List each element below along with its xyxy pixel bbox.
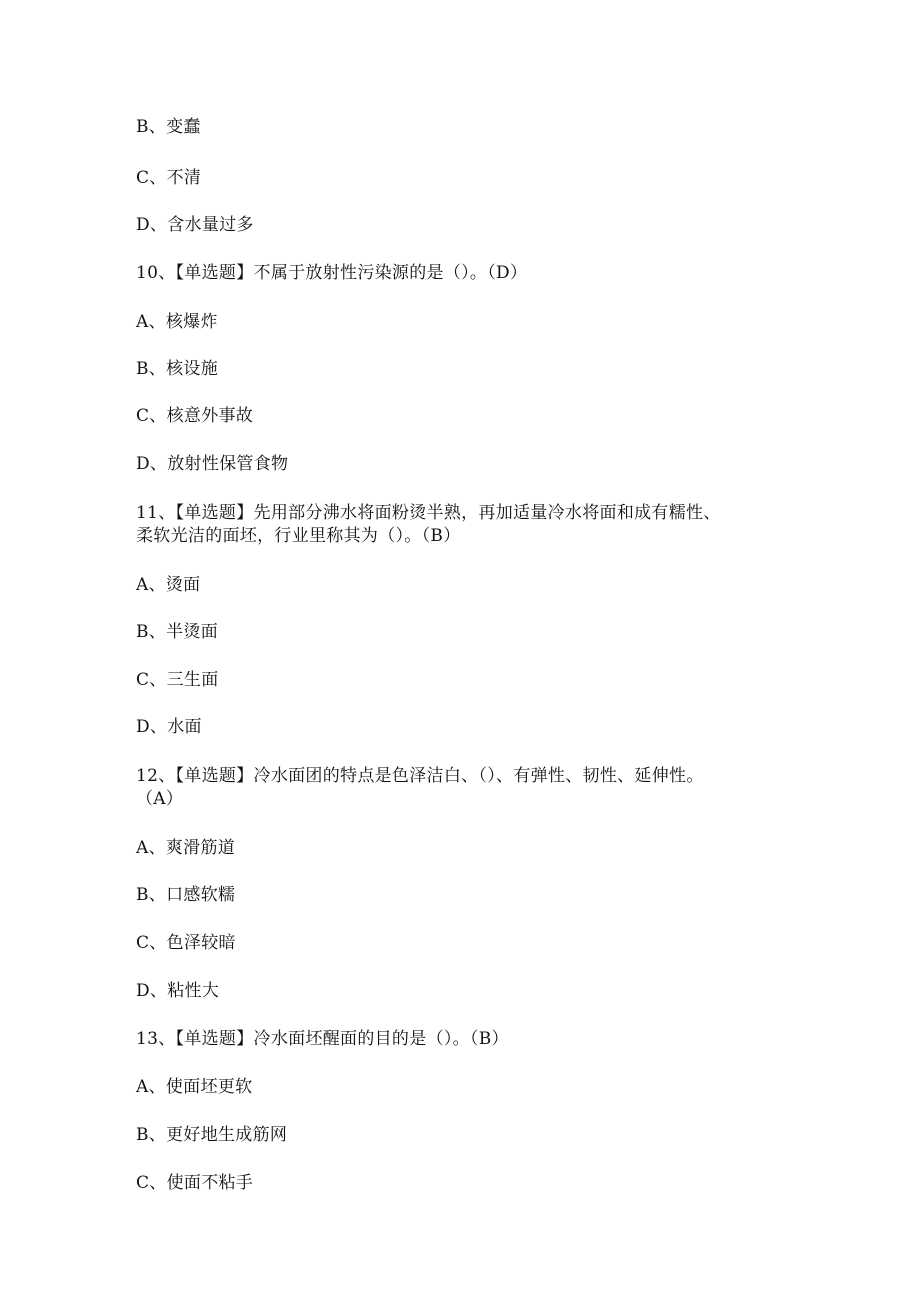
q12-option-d: D、粘性大 [136,981,220,1001]
q9-option-d: D、含水量过多 [136,215,254,235]
q12-option-a: A、爽滑筋道 [136,838,236,858]
q13-option-a: A、使面坯更软 [136,1077,253,1097]
q11-option-d: D、水面 [136,717,202,737]
q12-stem-line1: 12、【单选题】冷水面团的特点是色泽洁白、（）、有弹性、韧性、延伸性。 [136,766,704,786]
q11-stem-line2: 柔软光洁的面坯，行业里称其为（）。（B） [136,526,461,546]
q13-stem: 13、【单选题】冷水面坯醒面的目的是（）。（B） [136,1029,509,1049]
q13-option-c: C、使面不粘手 [136,1173,254,1193]
q11-option-a: A、烫面 [136,575,201,595]
q13-option-b: B、更好地生成筋网 [136,1125,288,1145]
q10-option-d: D、放射性保管食物 [136,454,289,474]
q11-stem-line1: 11、【单选题】先用部分沸水将面粉烫半熟，再加适量冷水将面和成有糯性、 [136,503,721,523]
q12-option-c: C、色泽较暗 [136,933,236,953]
q9-option-b: B、变蠢 [136,117,201,137]
q10-option-a: A、核爆炸 [136,312,218,332]
q12-stem-line2: （A） [136,789,184,809]
q10-stem: 10、【单选题】不属于放射性污染源的是（）。（D） [136,263,528,283]
q10-option-c: C、核意外事故 [136,406,254,426]
q11-option-c: C、三生面 [136,670,219,690]
q10-option-b: B、核设施 [136,359,218,379]
q9-option-c: C、不清 [136,168,202,188]
q11-option-b: B、半烫面 [136,622,218,642]
q12-option-b: B、口感软糯 [136,885,236,905]
